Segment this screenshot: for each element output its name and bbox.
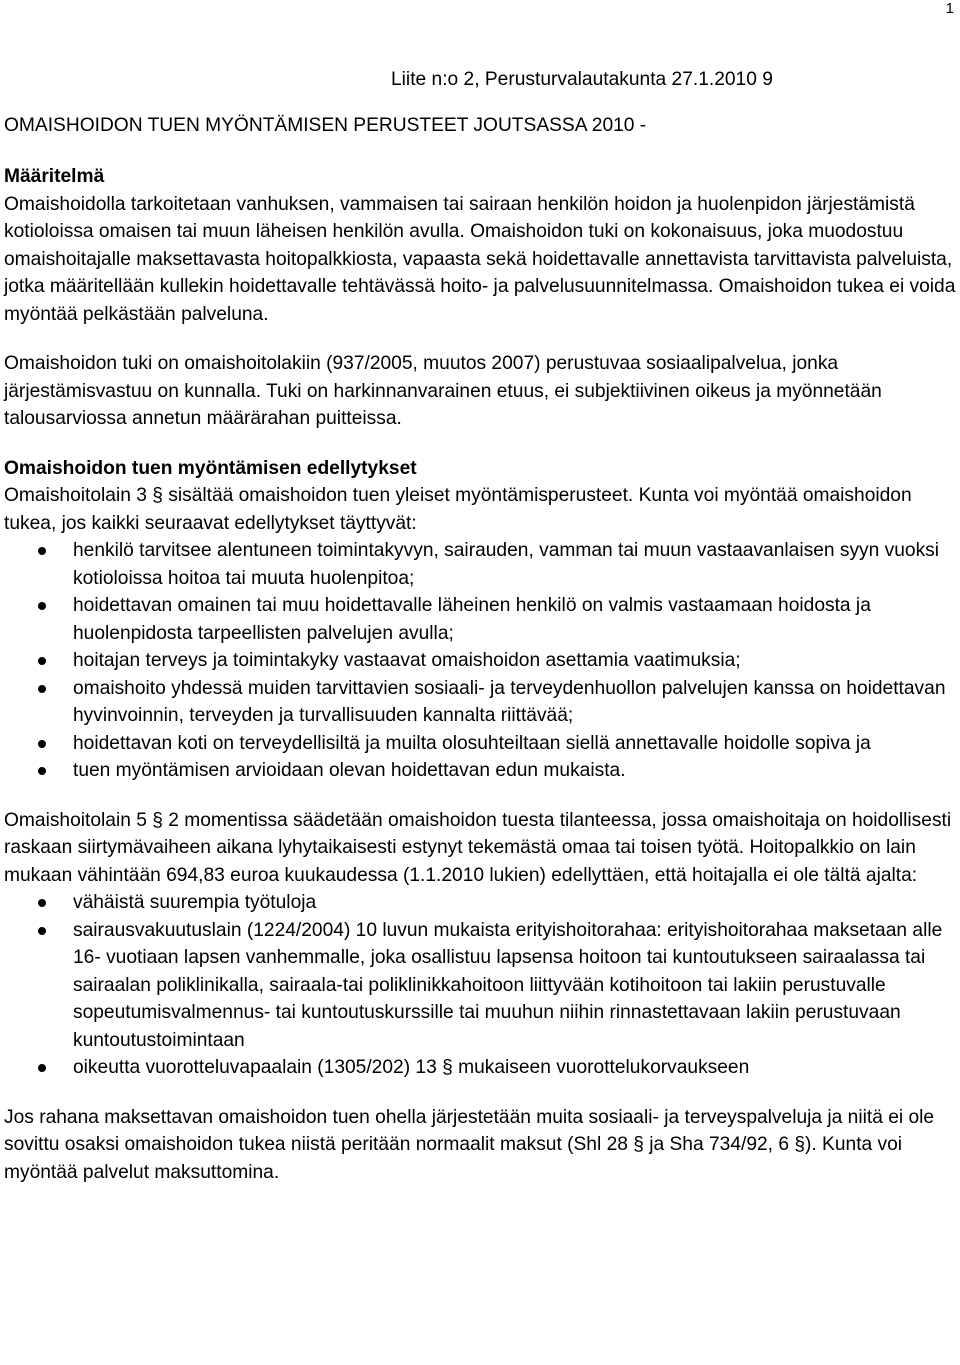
list-item	[4, 1054, 956, 1082]
definition-heading: Määritelmä	[4, 166, 105, 187]
transition-paragraph: Omaishoitolain 5 § 2 momentissa säädetään omaishoidon tuesta tilanteessa, jossa omaishoitaja on hoidollisesti raskaan siirtymävaiheen aikana lyhytaikaisesti estynyt tekemästä omaa tai toisen työtä. Hoitopalkkio on lain mukaan vähintään 694,83 euroa kuukaudessa (1.1.2010 lukien) edellyttäen, että hoitajalla ei ole tältä ajalta:	[4, 809, 952, 886]
list-item	[4, 757, 956, 785]
page-title: OMAISHOIDON TUEN MYÖNTÄMISEN PERUSTEET JOUTSASSA 2010 -	[4, 114, 647, 136]
list-item	[4, 730, 956, 758]
document-body	[4, 66, 956, 1186]
list-item	[4, 592, 956, 647]
conditions-section	[4, 455, 956, 785]
list-item	[4, 675, 956, 730]
bullet-icon	[38, 602, 46, 610]
definition-paragraph: Omaishoidolla tarkoitetaan vanhuksen, vammaisen tai sairaan henkilön hoidon ja huolenpidon järjestämistä kotioloissa omaisen tai muun läheisen henkilön avulla. Omaishoidon tuki on kokonaisuus, joka muodostuu omaishoitajalle maksettavasta hoitopalkkiosta, vapaasta sekä hoidettavalle annettavista tarvittavista palveluista, jotka määritellään kullekin hoidettavalle tehtävässä hoito- ja palvelusuunnitelmassa. Omaishoidon tukea ei voida myöntää pelkästään palveluna.	[4, 193, 956, 325]
list-item-text: hoidettavan omainen tai muu hoidettavalle läheinen henkilö on valmis vastaamaan hoidosta ja huolenpidosta tarpeellisten palvelujen avulla;	[73, 595, 871, 644]
bullet-icon	[38, 767, 46, 775]
list-item	[4, 889, 956, 917]
list-item-text: omaishoito yhdessä muiden tarvittavien sosiaali- ja terveydenhuollon palvelujen kanssa on hoidettavan hyvinvoinnin, terveyden ja turvallisuuden kannalta riittävää;	[73, 677, 946, 726]
annex-line: Liite n:o 2, Perusturvalautakunta 27.1.2010 9	[391, 69, 773, 90]
list-item-text: tuen myöntämisen arvioidaan olevan hoidettavan edun mukaista.	[73, 760, 626, 781]
bullet-icon	[38, 1064, 46, 1072]
bullet-icon	[38, 899, 46, 907]
page-number: 1	[945, 0, 954, 17]
legal-basis-paragraph: Omaishoidon tuki on omaishoitolakiin (937/2005, muutos 2007) perustuvaa sosiaalipalvelua, jonka järjestämisvastuu on kunnalla. Tuki on harkinnanvarainen etuus, ei subjektiivinen oikeus ja myönnetään talousarviossa annetun määrärahan puitteissa.	[4, 353, 882, 429]
list-item-text: henkilö tarvitsee alentuneen toimintakyvyn, sairauden, vamman tai muun vastaavanlaisen syyn vuoksi kotioloissa hoitoa tai muuta huolenpitoa;	[73, 540, 940, 589]
definition-section	[4, 163, 956, 433]
bullet-icon	[38, 685, 46, 693]
conditions-intro: Omaishoitolain 3 § sisältää omaishoidon tuen yleiset myöntämisperusteet. Kunta voi myöntää omaishoidon tukea, jos kaikki seuraavat edellytykset täyttyvät:	[4, 485, 912, 534]
list-item-text: sairausvakuutuslain (1224/2004) 10 luvun mukaista erityishoitorahaa: erityishoitorahaa maksetaan alle 16- vuotiaan lapsen vanhemmalle, joka osallistuu lapsensa hoitoon tai kuntoutukseen sairaalassa tai sairaalan poliklinikalla, sairaala-tai poliklinikkahoitoon liittyvään kotihoitoon tai lakiin perustuvalle sopeutumisvalmennus- tai kuntoutuskurssille tai muuhun niihin rinnastettavaan lakiin perustuvaan kuntoutustoimintaan	[73, 919, 943, 1051]
conditions-list	[4, 537, 956, 785]
conditions-heading: Omaishoidon tuen myöntämisen edellytykset	[4, 457, 417, 479]
list-item-text: hoidettavan koti on terveydellisiltä ja muilta olosuhteiltaan siellä annettavalle hoidolle sopiva ja	[73, 732, 871, 754]
bullet-icon	[38, 740, 46, 748]
list-item-text: hoitajan terveys ja toimintakyky vastaavat omaishoidon asettamia vaatimuksia;	[73, 650, 741, 671]
bullet-icon	[38, 927, 46, 935]
list-item	[4, 647, 956, 675]
income-conditions-list	[4, 889, 956, 1082]
list-item	[4, 917, 956, 1055]
bullet-icon	[38, 657, 46, 665]
list-item-text: oikeutta vuorotteluvapaalain (1305/202) 13 § mukaiseen vuorottelukorvaukseen	[73, 1057, 750, 1078]
list-item	[4, 537, 956, 592]
closing-paragraph: Jos rahana maksettavan omaishoidon tuen ohella järjestetään muita sosiaali- ja terveyspalveluja ja niitä ei ole sovittu osaksi omaishoidon tukea niistä peritään normaalit maksut (Shl 28 § ja Sha 734/92, 6 §). Kunta voi myöntää palvelut maksuttomina.	[4, 1106, 935, 1183]
bullet-icon	[38, 547, 46, 555]
list-item-text: vähäistä suurempia työtuloja	[73, 892, 317, 913]
transition-section	[4, 807, 956, 1082]
